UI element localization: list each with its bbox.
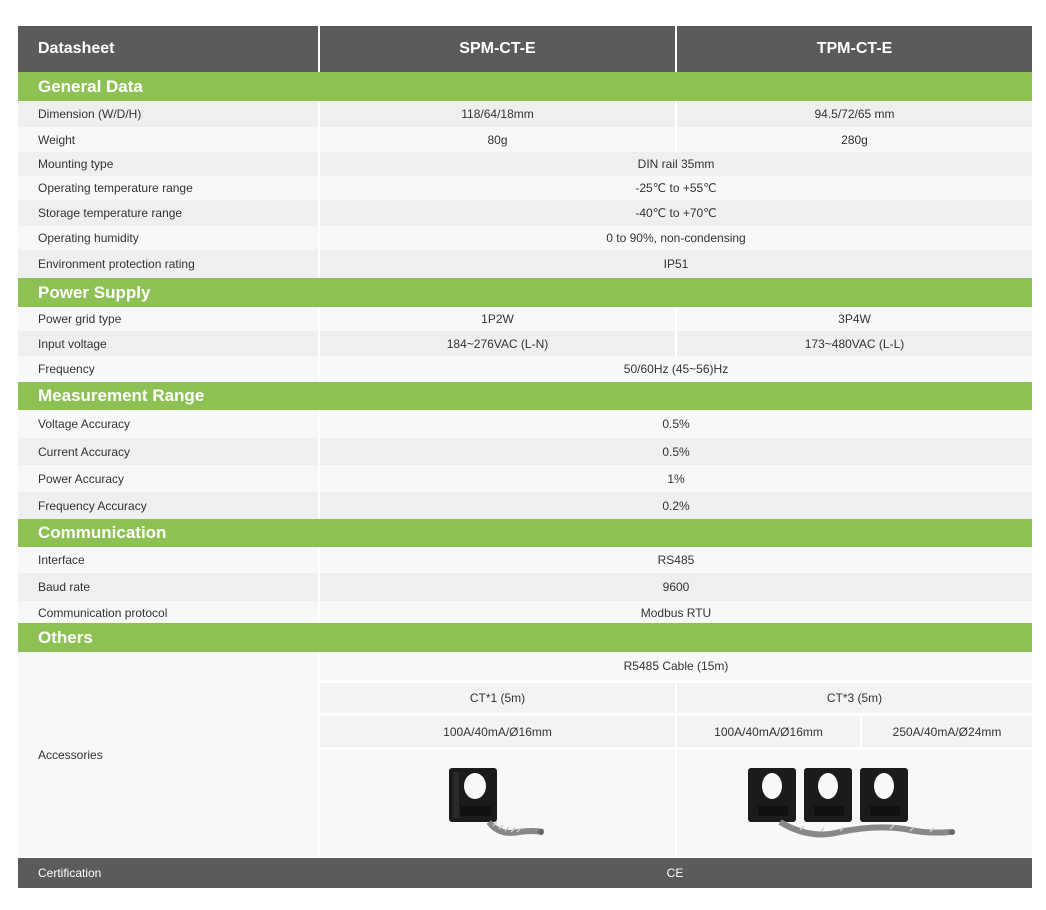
row-label-power-accuracy: Power Accuracy xyxy=(18,465,318,492)
value-humidity: 0 to 90%, non-condensing xyxy=(320,226,1032,250)
row-label-interface: Interface xyxy=(18,547,318,573)
row-label-protection: Environment protection rating xyxy=(18,250,318,278)
row-label-mounting: Mounting type xyxy=(18,152,318,176)
row-label-protocol: Communication protocol xyxy=(18,601,318,625)
value-protection: IP51 xyxy=(320,250,1032,278)
current-transformers-icon xyxy=(740,762,970,846)
value-frequency-accuracy: 0.2% xyxy=(320,492,1032,519)
row-label-input-voltage: Input voltage xyxy=(18,331,318,356)
section-others: Others xyxy=(18,623,1032,652)
accessory-spec-spm: 100A/40mA/Ø16mm xyxy=(320,716,675,747)
header-datasheet: Datasheet xyxy=(18,26,318,72)
value-storage-temp: -40℃ to +70℃ xyxy=(320,200,1032,226)
accessory-ct-single: CT*1 (5m) xyxy=(320,683,675,713)
ct-image-single xyxy=(320,750,675,857)
accessory-cable: R5485 Cable (15m) xyxy=(320,652,1032,680)
value-mounting: DIN rail 35mm xyxy=(320,152,1032,176)
row-label-accessories: Accessories xyxy=(18,652,318,857)
value-voltage-spm: 184~276VAC (L-N) xyxy=(320,331,675,356)
value-current-accuracy: 0.5% xyxy=(320,438,1032,465)
accessory-spec-tpm-250a: 250A/40mA/Ø24mm xyxy=(862,716,1032,747)
current-transformer-icon xyxy=(443,762,553,846)
value-grid-tpm: 3P4W xyxy=(677,307,1032,331)
section-general-data: General Data xyxy=(18,72,1032,101)
row-label-humidity: Operating humidity xyxy=(18,226,318,250)
row-label-baud-rate: Baud rate xyxy=(18,573,318,601)
header-model-tpm: TPM-CT-E xyxy=(677,26,1032,72)
row-label-frequency-accuracy: Frequency Accuracy xyxy=(18,492,318,519)
value-voltage-accuracy: 0.5% xyxy=(320,410,1032,438)
section-measurement-range: Measurement Range xyxy=(18,382,1032,410)
value-weight-tpm: 280g xyxy=(677,127,1032,152)
accessory-ct-triple: CT*3 (5m) xyxy=(677,683,1032,713)
section-power-supply: Power Supply xyxy=(18,278,1032,307)
value-dimension-spm: 118/64/18mm xyxy=(320,101,675,127)
row-label-current-accuracy: Current Accuracy xyxy=(18,438,318,465)
value-interface: RS485 xyxy=(320,547,1032,573)
row-label-voltage-accuracy: Voltage Accuracy xyxy=(18,410,318,438)
section-communication: Communication xyxy=(18,519,1032,547)
value-power-accuracy: 1% xyxy=(320,465,1032,492)
value-baud-rate: 9600 xyxy=(320,573,1032,601)
row-label-storage-temp: Storage temperature range xyxy=(18,200,318,226)
value-certification: CE xyxy=(318,858,1032,888)
accessory-spec-tpm-100a: 100A/40mA/Ø16mm xyxy=(677,716,860,747)
row-label-frequency: Frequency xyxy=(18,356,318,382)
row-label-certification: Certification xyxy=(18,858,318,888)
value-op-temp: -25℃ to +55℃ xyxy=(320,176,1032,200)
row-label-op-temp: Operating temperature range xyxy=(18,176,318,200)
value-dimension-tpm: 94.5/72/65 mm xyxy=(677,101,1032,127)
value-frequency: 50/60Hz (45~56)Hz xyxy=(320,356,1032,382)
row-label-grid-type: Power grid type xyxy=(18,307,318,331)
value-grid-spm: 1P2W xyxy=(320,307,675,331)
ct-image-triple xyxy=(677,750,1032,857)
row-label-weight: Weight xyxy=(18,127,318,152)
value-protocol: Modbus RTU xyxy=(320,601,1032,625)
value-voltage-tpm: 173~480VAC (L-L) xyxy=(677,331,1032,356)
row-label-dimension: Dimension (W/D/H) xyxy=(18,101,318,127)
header-model-spm: SPM-CT-E xyxy=(320,26,675,72)
value-weight-spm: 80g xyxy=(320,127,675,152)
